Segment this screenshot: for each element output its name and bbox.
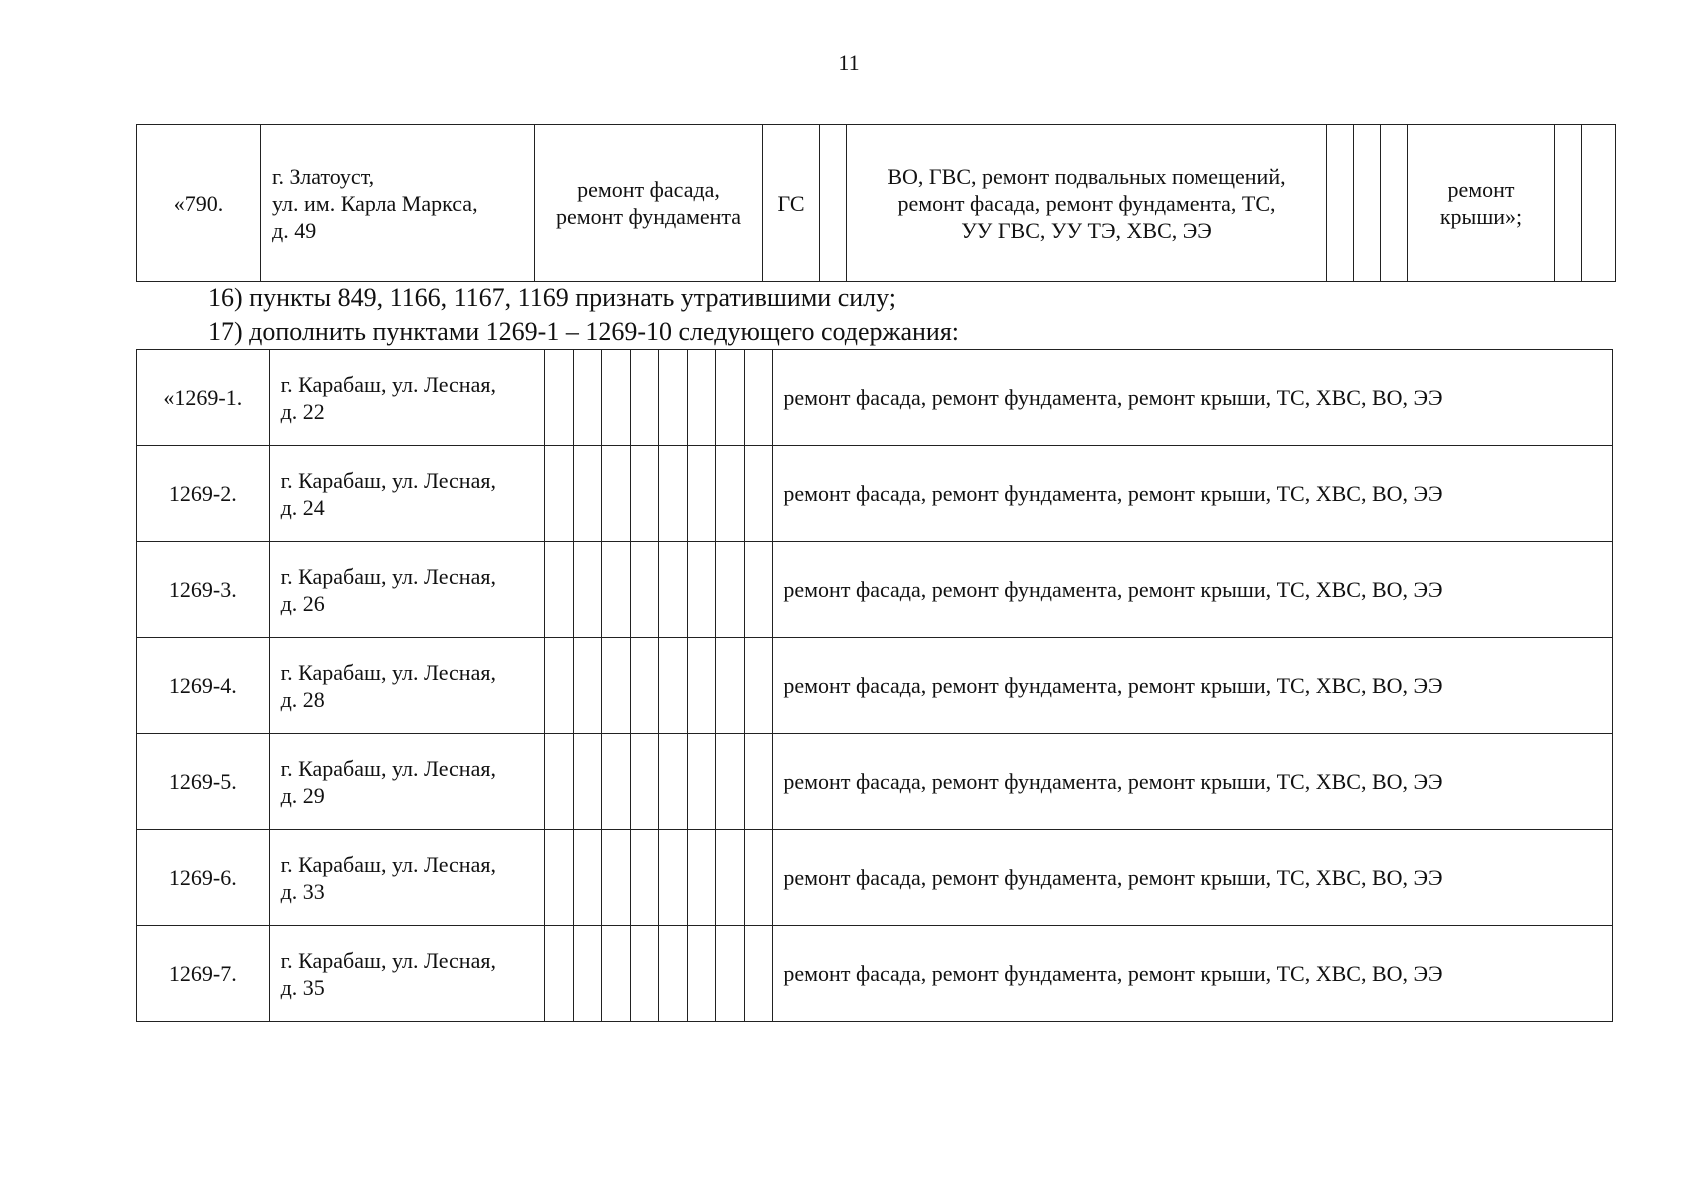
empty-cell xyxy=(744,926,773,1022)
empty-cell xyxy=(716,638,745,734)
empty-cell xyxy=(659,542,688,638)
table-row xyxy=(137,926,1613,1022)
row-number: «1269-1. xyxy=(137,350,270,446)
empty-cell xyxy=(545,350,574,446)
empty-cell xyxy=(545,542,574,638)
address-line: г. Карабаш, ул. Лесная, xyxy=(280,659,496,685)
works-line: крыши»; xyxy=(1439,204,1523,229)
empty-cell xyxy=(659,446,688,542)
empty-cell xyxy=(687,734,716,830)
works-line: ремонт xyxy=(1447,177,1515,202)
main-table xyxy=(136,349,1613,1022)
address-line: д. 22 xyxy=(280,398,325,424)
empty-cell xyxy=(602,830,631,926)
row-number: 1269-2. xyxy=(137,446,270,542)
empty-cell xyxy=(630,542,659,638)
empty-cell xyxy=(545,638,574,734)
address-cell xyxy=(269,734,544,830)
works-line: УУ ГВС, УУ ТЭ, ХВС, ЭЭ xyxy=(961,217,1212,243)
works-cell xyxy=(847,125,1327,282)
row-number: «790. xyxy=(137,125,261,282)
works-cell: ремонт фасада, ремонт фундамента, ремонт крыши, ТС, ХВС, ВО, ЭЭ xyxy=(773,638,1613,734)
empty-cell xyxy=(687,542,716,638)
empty-cell xyxy=(716,542,745,638)
address-line: д. 24 xyxy=(280,494,325,520)
empty-cell xyxy=(687,446,716,542)
empty-cell xyxy=(573,830,602,926)
works-cell: ремонт фасада, ремонт фундамента, ремонт крыши, ТС, ХВС, ВО, ЭЭ xyxy=(773,446,1613,542)
works-cell: ремонт фасада, ремонт фундамента, ремонт крыши, ТС, ХВС, ВО, ЭЭ xyxy=(773,350,1613,446)
address-cell xyxy=(269,638,544,734)
row-number: 1269-4. xyxy=(137,638,270,734)
address-cell xyxy=(269,446,544,542)
empty-cell xyxy=(659,926,688,1022)
address-line: д. 49 xyxy=(272,217,317,243)
empty-cell xyxy=(744,350,773,446)
empty-cell xyxy=(602,446,631,542)
paragraph-16: 16) пункты 849, 1166, 1167, 1169 признать утратившими силу; xyxy=(208,283,897,312)
works-cell: ремонт фасада, ремонт фундамента, ремонт крыши, ТС, ХВС, ВО, ЭЭ xyxy=(773,734,1613,830)
address-line: г. Карабаш, ул. Лесная, xyxy=(280,755,496,781)
address-line: г. Карабаш, ул. Лесная, xyxy=(280,467,496,493)
empty-cell xyxy=(744,446,773,542)
empty-cell xyxy=(659,830,688,926)
empty-cell xyxy=(545,926,574,1022)
table-row xyxy=(137,734,1613,830)
empty-cell xyxy=(602,734,631,830)
empty-cell xyxy=(716,830,745,926)
address-cell xyxy=(269,830,544,926)
address-line: г. Карабаш, ул. Лесная, xyxy=(280,563,496,589)
works-line: ремонт фундамента xyxy=(555,204,742,229)
address-cell xyxy=(269,542,544,638)
table-row xyxy=(137,446,1613,542)
empty-cell xyxy=(1555,125,1582,282)
row-number: 1269-3. xyxy=(137,542,270,638)
empty-cell xyxy=(1354,125,1381,282)
address-line: г. Карабаш, ул. Лесная, xyxy=(280,371,496,397)
empty-cell xyxy=(687,638,716,734)
empty-cell xyxy=(630,446,659,542)
empty-cell xyxy=(659,350,688,446)
paragraph-17: 17) дополнить пунктами 1269-1 – 1269-10 следующего содержания: xyxy=(208,317,960,346)
address-line: д. 28 xyxy=(280,686,325,712)
empty-cell xyxy=(744,830,773,926)
empty-cell xyxy=(687,926,716,1022)
row-number: 1269-5. xyxy=(137,734,270,830)
empty-cell xyxy=(573,350,602,446)
page-number: 11 xyxy=(838,50,860,75)
empty-cell xyxy=(573,446,602,542)
empty-cell xyxy=(716,926,745,1022)
works-cell xyxy=(1408,125,1555,282)
empty-cell xyxy=(545,734,574,830)
empty-cell xyxy=(659,734,688,830)
empty-cell xyxy=(630,830,659,926)
empty-cell xyxy=(602,542,631,638)
address-line: д. 29 xyxy=(280,782,325,808)
row-number: 1269-7. xyxy=(137,926,270,1022)
table-row xyxy=(137,542,1613,638)
address-cell xyxy=(269,350,544,446)
empty-cell xyxy=(1381,125,1408,282)
empty-cell xyxy=(545,830,574,926)
table-row xyxy=(137,350,1613,446)
empty-cell xyxy=(573,734,602,830)
empty-cell xyxy=(687,830,716,926)
empty-cell xyxy=(744,542,773,638)
empty-cell xyxy=(716,734,745,830)
empty-cell xyxy=(716,446,745,542)
works-cell xyxy=(535,125,763,282)
empty-cell xyxy=(659,638,688,734)
top-table xyxy=(136,124,1616,282)
empty-cell xyxy=(744,638,773,734)
address-cell xyxy=(261,125,535,282)
address-cell xyxy=(269,926,544,1022)
empty-cell xyxy=(573,542,602,638)
works-line: ремонт фасада, ремонт фундамента, ТС, xyxy=(897,190,1276,216)
table-row xyxy=(137,830,1613,926)
empty-cell xyxy=(716,350,745,446)
address-line: д. 35 xyxy=(280,974,325,1000)
address-line: д. 26 xyxy=(280,590,325,616)
empty-cell xyxy=(602,638,631,734)
empty-cell xyxy=(1327,125,1354,282)
empty-cell xyxy=(820,125,847,282)
empty-cell xyxy=(573,926,602,1022)
address-line: г. Карабаш, ул. Лесная, xyxy=(280,947,496,973)
address-line: г. Златоуст, xyxy=(272,163,375,189)
works-cell: ремонт фасада, ремонт фундамента, ремонт крыши, ТС, ХВС, ВО, ЭЭ xyxy=(773,926,1613,1022)
empty-cell xyxy=(630,734,659,830)
works-line: ремонт фасада, xyxy=(577,177,720,202)
empty-cell xyxy=(602,926,631,1022)
works-cell: ремонт фасада, ремонт фундамента, ремонт крыши, ТС, ХВС, ВО, ЭЭ xyxy=(773,830,1613,926)
row-number: 1269-6. xyxy=(137,830,270,926)
address-line: ул. им. Карла Маркса, xyxy=(272,190,478,216)
works-line: ВО, ГВС, ремонт подвальных помещений, xyxy=(887,163,1286,189)
address-line: г. Карабаш, ул. Лесная, xyxy=(280,851,496,877)
table-row xyxy=(137,638,1613,734)
empty-cell xyxy=(602,350,631,446)
empty-cell xyxy=(545,446,574,542)
gs-cell: ГС xyxy=(763,125,820,282)
works-cell: ремонт фасада, ремонт фундамента, ремонт крыши, ТС, ХВС, ВО, ЭЭ xyxy=(773,542,1613,638)
empty-cell xyxy=(630,638,659,734)
empty-cell xyxy=(630,926,659,1022)
empty-cell xyxy=(573,638,602,734)
table-row xyxy=(137,125,1616,282)
empty-cell xyxy=(630,350,659,446)
address-line: д. 33 xyxy=(280,878,325,904)
empty-cell xyxy=(687,350,716,446)
empty-cell xyxy=(1582,125,1616,282)
empty-cell xyxy=(744,734,773,830)
